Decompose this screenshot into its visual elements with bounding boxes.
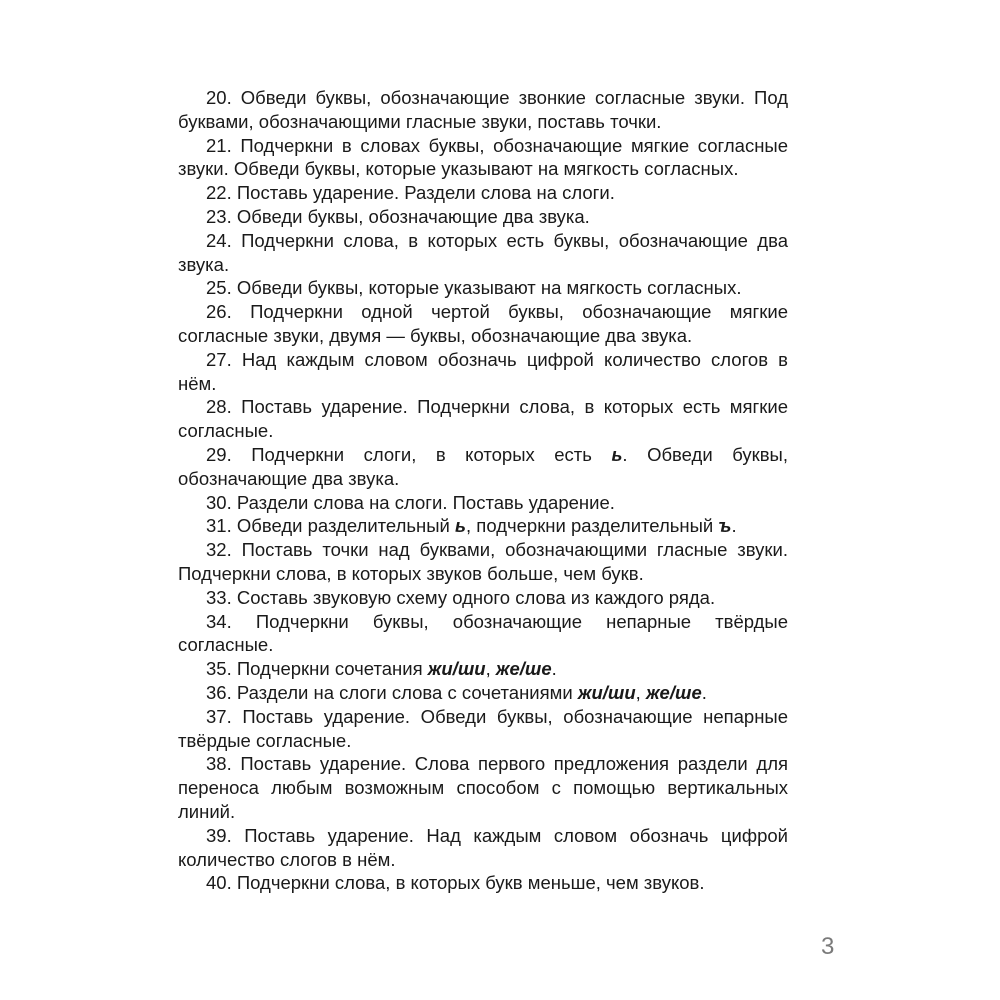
exercise-text: Подчеркни слоги, в которых есть <box>251 443 612 465</box>
exercise-item <box>178 752 788 823</box>
exercise-number: 34. <box>206 610 232 632</box>
exercise-text: Подчеркни в словах буквы, обозначающие мягкие согласные звуки. Обведи буквы, которые указывают на мягкость согласных. <box>178 134 789 180</box>
exercise-number: 40. <box>206 872 232 894</box>
exercise-text: Раздели слова на слоги. Поставь ударение. <box>236 491 615 513</box>
exercise-item <box>178 395 788 443</box>
exercise-item <box>178 134 788 182</box>
emphasized-letters: же/ше <box>495 658 552 680</box>
emphasized-letters: же/ше <box>645 681 702 703</box>
exercise-text: Подчеркни сочетания <box>236 658 428 680</box>
exercise-number: 31. <box>206 515 232 537</box>
exercise-number: 21. <box>206 134 232 156</box>
exercise-item <box>178 610 788 658</box>
exercise-number: 27. <box>206 348 232 370</box>
exercise-text: . <box>731 515 737 537</box>
exercise-number: 25. <box>206 277 232 299</box>
exercise-item <box>178 538 788 586</box>
exercise-list <box>178 86 788 895</box>
exercise-text: . <box>551 658 557 680</box>
exercise-text: Поставь ударение. Обведи буквы, обозначающие непарные твёрдые согласные. <box>178 705 789 751</box>
exercise-number: 39. <box>206 824 232 846</box>
exercise-number: 23. <box>206 205 232 227</box>
exercise-item <box>178 86 788 134</box>
emphasized-letters: ъ <box>718 515 732 537</box>
exercise-number: 29. <box>206 443 232 465</box>
exercise-number: 33. <box>206 586 232 608</box>
exercise-text: , <box>485 658 496 680</box>
exercise-text: . Обведи буквы, обозначающие два звука. <box>178 443 788 489</box>
exercise-text: Поставь ударение. Над каждым словом обозначь цифрой количество слогов в нём. <box>178 824 788 870</box>
exercise-text: Составь звуковую схему одного слова из каждого ряда. <box>236 586 716 608</box>
exercise-text: Над каждым словом обозначь цифрой количество слогов в нём. <box>178 348 788 394</box>
exercise-item <box>178 586 788 610</box>
exercise-text: Подчеркни буквы, обозначающие непарные твёрдые согласные. <box>178 610 789 656</box>
exercise-item <box>178 871 788 895</box>
exercise-text: Раздели на слоги слова с сочетаниями <box>236 681 578 703</box>
exercise-number: 30. <box>206 491 232 513</box>
exercise-item <box>178 181 788 205</box>
exercise-item <box>178 824 788 872</box>
exercise-item <box>178 705 788 753</box>
exercise-item <box>178 681 788 705</box>
exercise-number: 24. <box>206 229 232 251</box>
exercise-number: 22. <box>206 182 232 204</box>
emphasized-letters: ь <box>455 515 467 537</box>
emphasized-letters: жи/ши <box>427 658 486 680</box>
exercise-text: Подчеркни одной чертой буквы, обозначающие мягкие согласные звуки, двумя — буквы, обозначающие два звука. <box>178 301 788 346</box>
exercise-item <box>178 276 788 300</box>
exercise-item <box>178 229 788 277</box>
exercise-number: 35. <box>206 658 232 680</box>
exercise-number: 37. <box>206 705 232 727</box>
exercise-text: Поставь ударение. Слова первого предложения раздели для переноса любым возможным способом с помощью вертикальных линий. <box>178 753 789 822</box>
exercise-item <box>178 514 788 538</box>
exercise-number: 26. <box>206 301 232 323</box>
exercise-number: 20. <box>206 87 232 108</box>
exercise-number: 36. <box>206 681 232 703</box>
exercise-text: Подчеркни слова, в которых есть буквы, обозначающие два звука. <box>178 229 788 275</box>
exercise-text: Поставь точки над буквами, обозначающими гласные звуки. Подчеркни слова, в которых звуков больше, чем букв. <box>178 539 788 584</box>
emphasized-letters: жи/ши <box>577 681 636 703</box>
exercise-text: Поставь ударение. Подчеркни слова, в которых есть мягкие согласные. <box>178 396 788 442</box>
exercise-text: , подчеркни разделительный <box>466 515 719 537</box>
exercise-text: Подчеркни слова, в которых букв меньше, чем звуков. <box>236 872 705 894</box>
exercise-number: 32. <box>206 539 232 561</box>
exercise-item <box>178 491 788 515</box>
exercise-text: Обведи буквы, которые указывают на мягкость согласных. <box>236 277 742 299</box>
exercise-item <box>178 443 788 491</box>
exercise-text: . <box>701 681 707 703</box>
exercise-text: Поставь ударение. Раздели слова на слоги. <box>236 182 615 204</box>
page-number: 3 <box>821 933 835 960</box>
exercise-item <box>178 205 788 229</box>
exercise-number: 38. <box>206 753 232 775</box>
exercise-item <box>178 348 788 396</box>
exercise-text: Обведи буквы, обозначающие звонкие согласные звуки. Под буквами, обозначающими гласные звуки, поставь точки. <box>178 87 788 132</box>
emphasized-letters: ь <box>611 443 623 465</box>
exercise-item <box>178 300 788 348</box>
exercise-text: Обведи буквы, обозначающие два звука. <box>236 205 590 227</box>
exercise-text: , <box>635 681 646 703</box>
exercise-item <box>178 657 788 681</box>
exercise-number: 28. <box>206 396 232 418</box>
exercise-text: Обведи разделительный <box>236 515 456 537</box>
